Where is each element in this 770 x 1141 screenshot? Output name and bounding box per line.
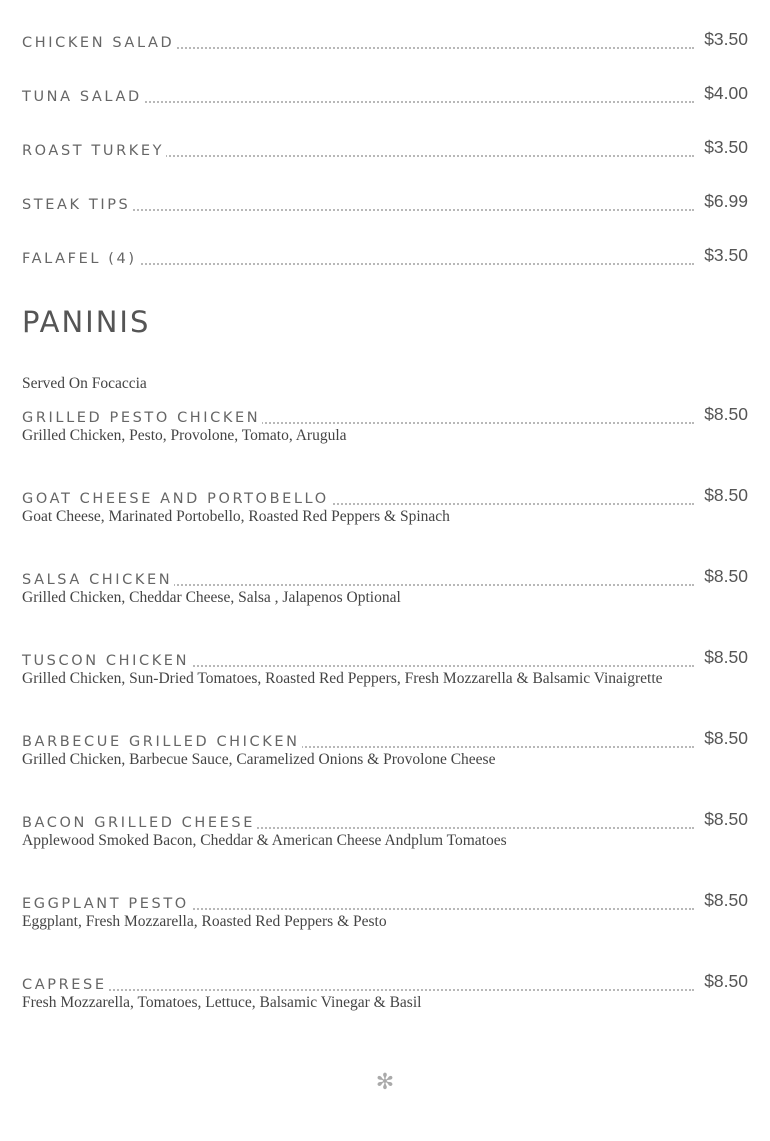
menu-item-row — [22, 76, 748, 106]
menu-item-price: $8.50 — [704, 809, 748, 829]
menu-item-description: Eggplant, Fresh Mozzarella, Roasted Red Peppers & Pesto — [22, 913, 387, 930]
menu-item-row — [22, 130, 748, 160]
menu-item-description: Grilled Chicken, Barbecue Sauce, Caramelized Onions & Provolone Cheese — [22, 751, 496, 768]
menu-item-name: STEAK TIPS — [22, 197, 131, 213]
menu-item-price: $8.50 — [704, 728, 748, 748]
menu-item-price: $8.50 — [704, 890, 748, 910]
menu-item-price: $3.50 — [704, 245, 748, 265]
menu-item-price: $3.50 — [704, 29, 748, 49]
menu-item-description: Goat Cheese, Marinated Portobello, Roasted Red Peppers & Spinach — [22, 508, 450, 525]
menu-item-price: $8.50 — [704, 404, 748, 424]
menu-item-price: $8.50 — [704, 647, 748, 667]
menu-item-row — [22, 802, 748, 832]
menu-item-name: BARBECUE GRILLED CHICKEN — [22, 734, 300, 750]
menu-item-name: EGGPLANT PESTO — [22, 896, 189, 912]
menu-item-row — [22, 184, 748, 214]
menu-item-name: ROAST TURKEY — [22, 143, 165, 159]
menu-item-row — [22, 964, 748, 994]
menu-item-name: GRILLED PESTO CHICKEN — [22, 410, 261, 426]
menu-item-price: $3.50 — [704, 137, 748, 157]
menu-item-description: Grilled Chicken, Pesto, Provolone, Tomato, Arugula — [22, 427, 347, 444]
menu-item-row — [22, 559, 748, 589]
asterisk-ornament-icon: ✻ — [375, 1070, 395, 1095]
menu-item-row — [22, 640, 748, 670]
menu-item-row — [22, 397, 748, 427]
menu-item-price: $6.99 — [704, 191, 748, 211]
menu-item-row — [22, 883, 748, 913]
menu-item-row — [22, 238, 748, 268]
menu-item-description: Applewood Smoked Bacon, Cheddar & American Cheese Andplum Tomatoes — [22, 832, 507, 849]
menu-item-row — [22, 478, 748, 508]
menu-item-name: TUNA SALAD — [22, 89, 142, 105]
menu-item-name: GOAT CHEESE AND PORTOBELLO — [22, 491, 329, 507]
menu-item-name: SALSA CHICKEN — [22, 572, 173, 588]
menu-item-price: $4.00 — [704, 83, 748, 103]
menu-item-row — [22, 721, 748, 751]
menu-item-description: Grilled Chicken, Sun-Dried Tomatoes, Roasted Red Peppers, Fresh Mozzarella & Balsamic Vinaigrette — [22, 670, 663, 687]
menu-item-description: Grilled Chicken, Cheddar Cheese, Salsa , Jalapenos Optional — [22, 589, 401, 606]
dot-leader — [22, 989, 694, 991]
menu-item-description: Fresh Mozzarella, Tomatoes, Lettuce, Balsamic Vinegar & Basil — [22, 994, 422, 1011]
menu-item-name: CHICKEN SALAD — [22, 35, 175, 51]
menu-item-name: FALAFEL (4) — [22, 251, 137, 267]
menu-item-price: $8.50 — [704, 566, 748, 586]
menu-item-row — [22, 22, 748, 52]
section-note: Served On Focaccia — [22, 375, 147, 392]
menu-item-name: TUSCON CHICKEN — [22, 653, 190, 669]
menu-item-price: $8.50 — [704, 485, 748, 505]
menu-item-price: $8.50 — [704, 971, 748, 991]
menu-item-name: BACON GRILLED CHEESE — [22, 815, 256, 831]
section-title: PANINIS — [22, 305, 151, 339]
menu-item-name: CAPRESE — [22, 977, 107, 993]
